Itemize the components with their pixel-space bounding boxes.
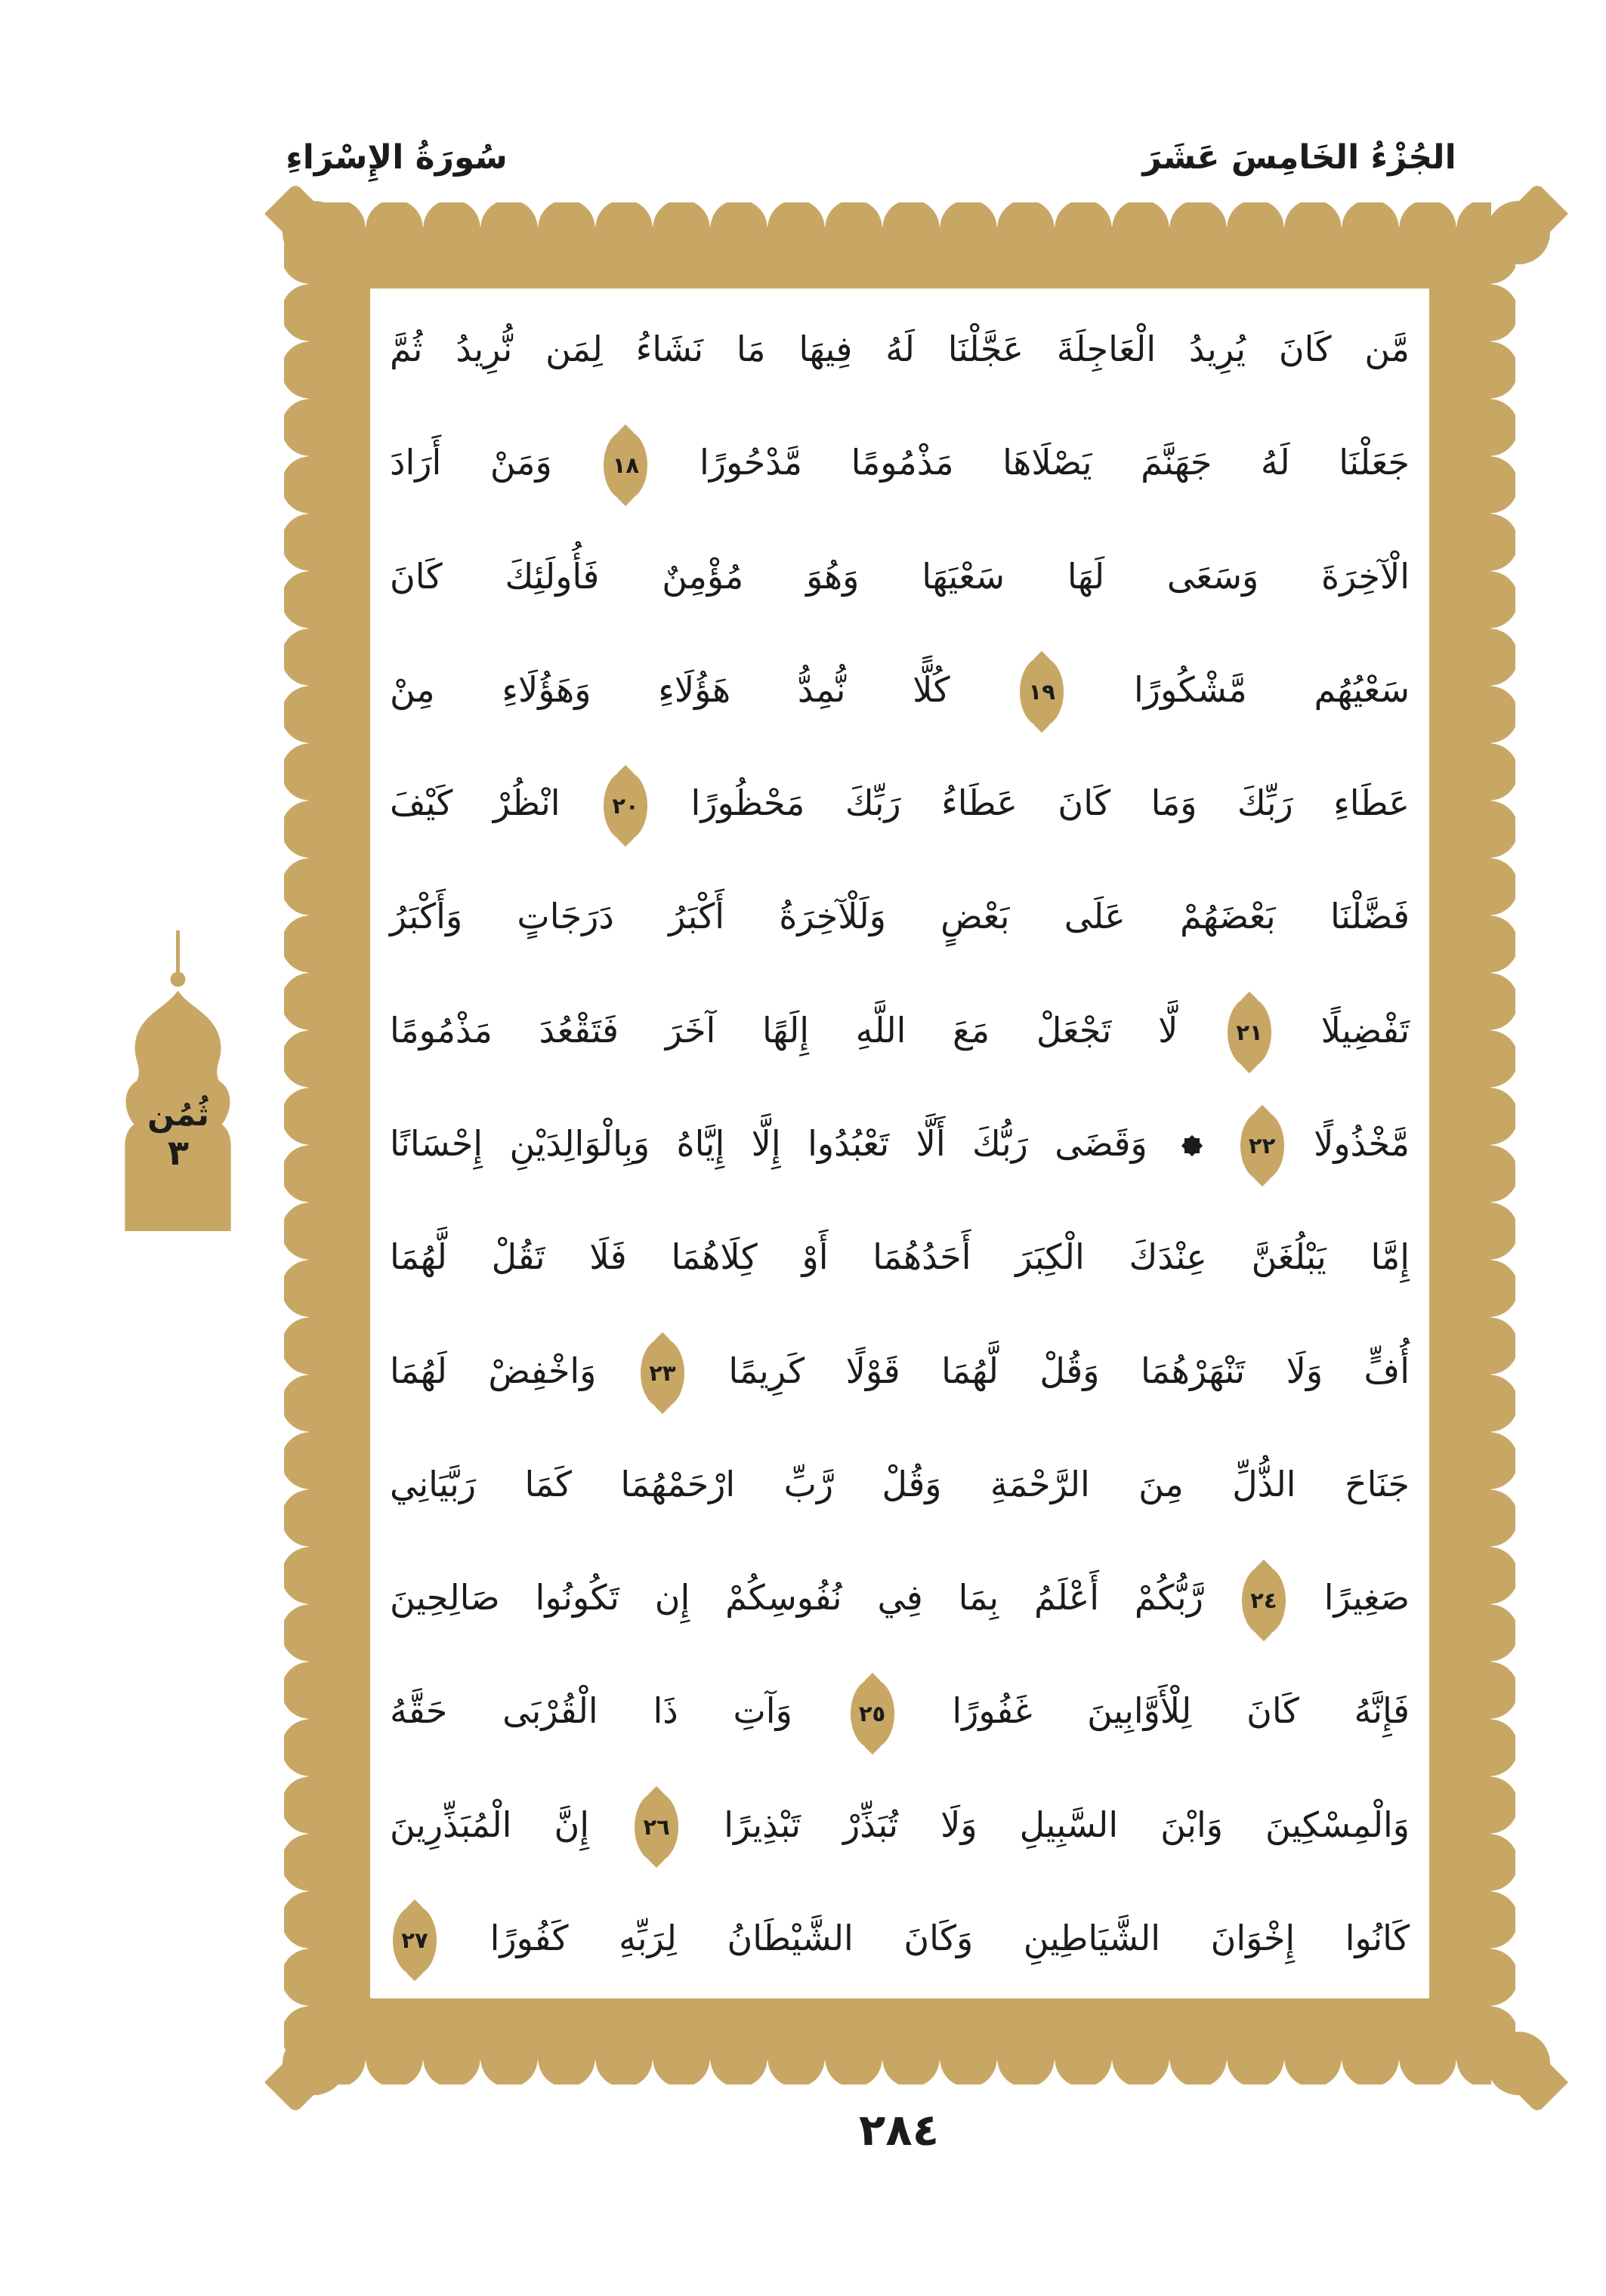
hizb-marker bbox=[106, 930, 251, 1231]
ayah-text: وَمَنْ أَرَادَ bbox=[390, 442, 552, 483]
quran-line bbox=[390, 860, 1410, 972]
quran-line bbox=[390, 1655, 1410, 1767]
verse-number: ٢٥ bbox=[858, 1700, 886, 1727]
verse-number: ٢٤ bbox=[1250, 1587, 1277, 1613]
quran-text-area bbox=[370, 289, 1429, 1998]
quran-line bbox=[390, 1088, 1410, 1199]
ayah-text: وَآتِ ذَا الْقُرْبَى حَقَّهُ bbox=[390, 1690, 792, 1732]
rub-el-hizb-icon bbox=[1180, 1134, 1204, 1158]
verse-number-marker bbox=[1020, 657, 1064, 727]
ayah-text: صَغِيرًا bbox=[1323, 1577, 1410, 1619]
dome-icon bbox=[106, 930, 251, 1231]
quran-line bbox=[390, 1201, 1410, 1313]
ayah-text: كَانُوا إِخْوَانَ الشَّيَاطِينِ وَكَانَ الشَّيْطَانُ لِرَبِّهِ كَفُورًا bbox=[490, 1917, 1410, 1958]
ayah-text: مَّخْذُولًا bbox=[1314, 1122, 1410, 1164]
verse-number: ٢٧ bbox=[401, 1927, 428, 1954]
verse-number-marker bbox=[1240, 1111, 1284, 1180]
ayah-text: وَالْمِسْكِينَ وَابْنَ السَّبِيلِ وَلَا تُبَذِّرْ تَبْذِيرًا bbox=[724, 1804, 1410, 1845]
hizb-marker-labels bbox=[106, 1097, 251, 1173]
quran-line bbox=[390, 520, 1410, 632]
quran-line bbox=[390, 974, 1410, 1086]
quran-line bbox=[390, 1882, 1410, 1994]
verse-number-marker bbox=[851, 1679, 894, 1748]
ayah-text: وَاخْفِضْ لَهُمَا bbox=[390, 1350, 597, 1391]
surah-header-label: سُورَةُ الإِسْرَاءِ bbox=[286, 137, 508, 177]
quran-line bbox=[390, 1541, 1410, 1653]
ayah-text: مَّن كَانَ يُرِيدُ الْعَاجِلَةَ عَجَّلْنَا لَهُ فِيهَا مَا نَشَاءُ لِمَن نُّرِيدُ ثُمَّ bbox=[390, 329, 1410, 369]
verse-number: ١٨ bbox=[612, 452, 640, 478]
ayah-text: رَّبُّكُمْ أَعْلَمُ بِمَا فِي نُفُوسِكُمْ إِن تَكُونُوا صَالِحِينَ bbox=[390, 1577, 1203, 1619]
quran-line bbox=[390, 634, 1410, 745]
juz-header-label: الجُزْءُ الخَامِسَ عَشَرَ bbox=[1142, 137, 1456, 177]
quran-line bbox=[390, 1428, 1410, 1540]
verse-number-marker bbox=[1242, 1566, 1286, 1635]
frame-scallop-bottom bbox=[308, 2060, 1491, 2085]
ayah-text: كُلًّا نُّمِدُّ هَؤُلَاءِ وَهَؤُلَاءِ مِنْ bbox=[390, 668, 950, 710]
ayah-text: سَعْيُهُم مَّشْكُورًا bbox=[1133, 668, 1410, 710]
quran-line bbox=[390, 406, 1410, 518]
ayah-text: فَإِنَّهُ كَانَ لِلْأَوَّابِينَ غَفُورًا bbox=[952, 1690, 1410, 1732]
verse-number-marker bbox=[1228, 998, 1271, 1067]
verse-number-marker bbox=[641, 1338, 684, 1408]
page-number: ٢٨٤ bbox=[858, 2104, 940, 2156]
ayah-text: جَعَلْنَا لَهُ جَهَنَّمَ يَصْلَاهَا مَذْمُومًا مَّدْحُورًا bbox=[700, 442, 1410, 483]
ayah-text: الْآخِرَةَ وَسَعَى لَهَا سَعْيَهَا وَهُوَ مُؤْمِنٌ فَأُولَئِكَ كَانَ bbox=[390, 555, 1410, 597]
verse-number: ٢٣ bbox=[649, 1360, 676, 1387]
verse-number-marker bbox=[604, 430, 647, 500]
verse-number: ١٩ bbox=[1028, 679, 1055, 705]
verse-number-marker bbox=[604, 771, 647, 841]
ayah-text: أُفٍّ وَلَا تَنْهَرْهُمَا وَقُلْ لَّهُمَا قَوْلًا كَرِيمًا bbox=[728, 1350, 1410, 1391]
hizb-number-label: ٣ bbox=[167, 1132, 190, 1174]
ayah-text: تَفْضِيلًا bbox=[1320, 1009, 1410, 1051]
juz-header bbox=[1103, 119, 1496, 195]
frame-scallop-right bbox=[1491, 227, 1515, 2060]
verse-number: ٢٠ bbox=[612, 792, 639, 819]
frame-scallop-left bbox=[284, 227, 308, 2060]
quran-line bbox=[390, 293, 1410, 405]
verse-number: ٢٦ bbox=[643, 1814, 670, 1841]
quran-line bbox=[390, 747, 1410, 859]
ayah-text: جَنَاحَ الذُّلِّ مِنَ الرَّحْمَةِ وَقُلْ رَّبِّ ارْحَمْهُمَا كَمَا رَبَّيَانِي bbox=[390, 1463, 1410, 1504]
ayah-text: وَقَضَى رَبُّكَ أَلَّا تَعْبُدُوا إِلَّا إِيَّاهُ وَبِالْوَالِدَيْنِ إِحْسَانًا bbox=[390, 1122, 1147, 1164]
hizb-fraction-label: ثُمُن bbox=[147, 1096, 209, 1133]
verse-number: ٢١ bbox=[1236, 1020, 1263, 1046]
ayah-text: لَّا تَجْعَلْ مَعَ اللَّهِ إِلَهًا آخَرَ فَتَقْعُدَ مَذْمُومًا bbox=[390, 1009, 1178, 1051]
quran-line bbox=[390, 1769, 1410, 1881]
ayah-text: فَضَّلْنَا بَعْضَهُمْ عَلَى بَعْضٍ وَلَلْآخِرَةُ أَكْبَرُ دَرَجَاتٍ وَأَكْبَرُ bbox=[390, 896, 1410, 937]
ayah-text: إِمَّا يَبْلُغَنَّ عِنْدَكَ الْكِبَرَ أَحَدُهُمَا أَوْ كِلَاهُمَا فَلَا تَقُلْ لَّهُمَا bbox=[390, 1236, 1410, 1278]
quran-line bbox=[390, 1315, 1410, 1427]
verse-number-marker bbox=[393, 1906, 437, 1975]
ayah-text: انْظُرْ كَيْفَ bbox=[390, 782, 561, 824]
ayah-text: عَطَاءِ رَبِّكَ وَمَا كَانَ عَطَاءُ رَبِّكَ مَحْظُورًا bbox=[690, 782, 1410, 824]
verse-number-marker bbox=[635, 1792, 678, 1862]
verse-number: ٢٢ bbox=[1248, 1133, 1276, 1159]
ayah-text: إِنَّ الْمُبَذِّرِينَ bbox=[390, 1804, 590, 1845]
frame-scallop-top bbox=[308, 202, 1491, 227]
surah-header bbox=[287, 119, 506, 195]
